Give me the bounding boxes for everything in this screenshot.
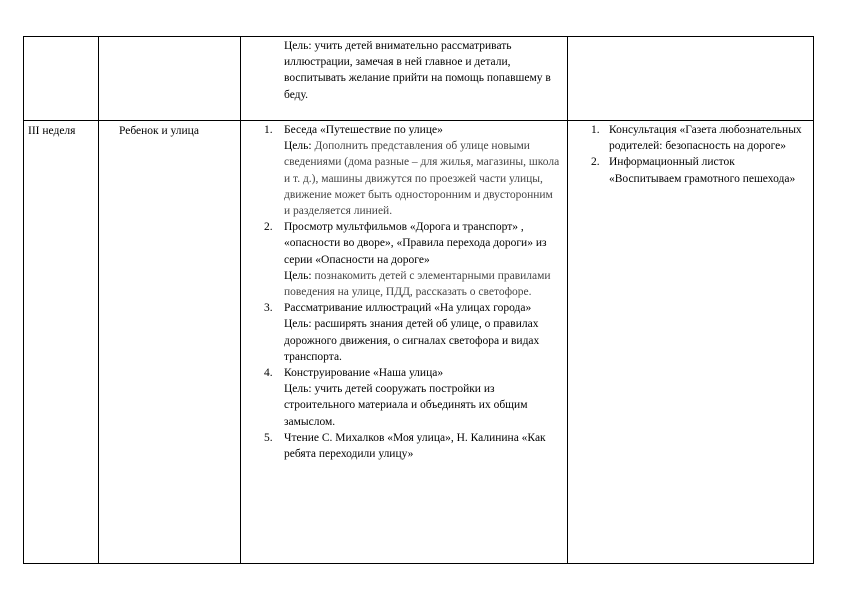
activity-goal <box>284 138 561 219</box>
goal-label: Цель: <box>284 269 312 282</box>
theme-label: Ребенок и улица <box>119 125 199 137</box>
item-number: 2. <box>591 156 600 169</box>
theme-cell <box>99 37 241 121</box>
list-item <box>568 122 813 154</box>
list-item <box>568 154 813 186</box>
parents-item-text: Информационный листок «Воспитываем грамотного пешехода» <box>609 156 796 185</box>
week-cell <box>24 121 99 564</box>
activity-goal <box>284 268 561 300</box>
parents-cell <box>568 121 814 564</box>
goal-text: Дополнить представления об улице новыми сведениями (дома разные – для жилья, магазины, школа и т. д.), машины движутся по проезжей части улицы, движение может быть односторонним и двусторонним и разделяется линией. <box>284 140 560 218</box>
list-item <box>241 219 567 300</box>
activity-title: Рассматривание иллюстраций «На улицах города» <box>284 302 532 315</box>
week-label: III неделя <box>28 125 76 137</box>
item-number: 5. <box>264 431 273 444</box>
week-cell <box>24 37 99 121</box>
list-item <box>241 365 567 430</box>
item-number: 1. <box>591 124 600 136</box>
activity-title: Просмотр мультфильмов «Дорога и транспорт» , «опасности во дворе», «Правила перехода дороги» из серии «Опасности на дороге» <box>284 221 547 266</box>
item-number: 3. <box>264 302 273 315</box>
plan-table <box>23 36 814 564</box>
activity-title: Чтение С. Михалков «Моя улица», Н. Калинина «Как ребята переходили улицу» <box>284 431 546 461</box>
item-number: 4. <box>264 367 273 380</box>
item-number: 2. <box>264 221 273 234</box>
parents-list <box>568 122 813 187</box>
activity-title: Конструирование «Наша улица» <box>284 367 444 380</box>
content-cell <box>241 37 568 121</box>
table-row <box>24 121 814 564</box>
activities-list <box>241 122 567 462</box>
activity-goal: Цель: учить детей сооружать постройки из строительного материала и объединять их общим замыслом. <box>284 383 528 428</box>
goal-text: познакомить детей с элементарными правилами поведения на улице, ПДД, рассказать о светофоре. <box>284 269 551 299</box>
list-item <box>241 430 567 462</box>
parents-cell <box>568 37 814 121</box>
content-cell <box>241 121 568 564</box>
goal-label: Цель: <box>284 140 312 153</box>
table-row <box>24 37 814 121</box>
list-item <box>241 122 567 219</box>
list-item <box>241 300 567 365</box>
activity-goal: Цель: расширять знания детей об улице, о правилах дорожного движения, о сигналах светофора и видах транспорта. <box>284 318 540 363</box>
item-number: 1. <box>264 124 273 136</box>
parents-item-text: Консультация «Газета любознательных родителей: безопасность на дороге» <box>609 124 802 153</box>
theme-cell <box>99 121 241 564</box>
activity-title: Беседа «Путешествие по улице» <box>284 124 443 136</box>
goal-text: Цель: учить детей внимательно рассматривать иллюстрации, замечая в ней главное и детали, воспитывать желание прийти на помощь попавшему в беду. <box>284 40 551 101</box>
